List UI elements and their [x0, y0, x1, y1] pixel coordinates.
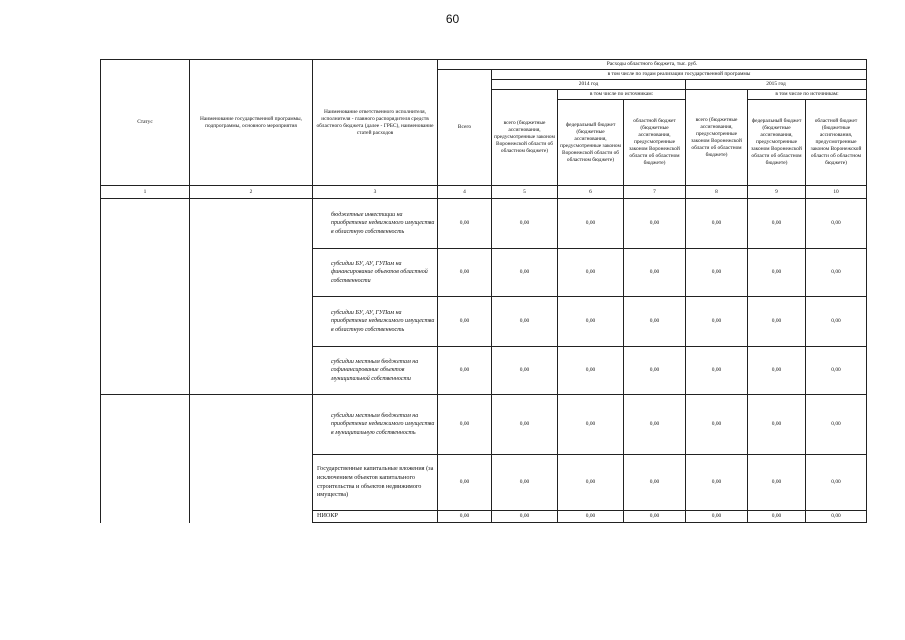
value-cell: 0,00 — [806, 347, 867, 395]
value-cell: 0,00 — [686, 511, 748, 523]
row-label: НИОКР — [313, 511, 438, 523]
status-cell — [101, 297, 190, 347]
header-reg-2015: областной бюджет (бюджетные ассигнования, предусмотренные законом Воронежской области об областном бюджете) — [806, 100, 867, 186]
column-numbers-row — [101, 186, 867, 199]
value-cell: 0,00 — [748, 511, 806, 523]
row-label: субсидии местным бюджетам на приобретение недвижимого имущества в муниципальную собственность — [313, 395, 438, 455]
value-cell: 0,00 — [492, 249, 558, 297]
header-sources-2015: в том числе по источникам: — [748, 90, 867, 100]
value-cell: 0,00 — [438, 347, 492, 395]
col-number: 10 — [806, 186, 867, 199]
program-cell — [190, 199, 313, 249]
value-cell: 0,00 — [806, 199, 867, 249]
col-number: 2 — [190, 186, 313, 199]
table-row — [101, 347, 867, 395]
value-cell: 0,00 — [558, 249, 624, 297]
value-cell: 0,00 — [624, 249, 686, 297]
header-year-2015: 2015 год — [686, 80, 867, 90]
page-number: 60 — [445, 12, 460, 26]
header-reg-2014: областной бюджет (бюджетные ассигнования, предусмотренные законом Воронежской области об областном бюджете) — [624, 100, 686, 186]
value-cell: 0,00 — [558, 455, 624, 511]
value-cell: 0,00 — [748, 297, 806, 347]
value-cell: 0,00 — [686, 347, 748, 395]
value-cell: 0,00 — [438, 297, 492, 347]
value-cell: 0,00 — [492, 455, 558, 511]
table-row — [101, 199, 867, 249]
table-row — [101, 455, 867, 511]
program-cell — [190, 297, 313, 347]
value-cell: 0,00 — [686, 395, 748, 455]
header-fed-2015: федеральный бюджет (бюджетные ассигнования, предусмотренные законом Воронежской области об областном бюджете) — [748, 100, 806, 186]
value-cell: 0,00 — [624, 395, 686, 455]
col-number: 4 — [438, 186, 492, 199]
header-sources-2014: в том числе по источникам: — [558, 90, 686, 100]
header-status: Статус — [101, 60, 190, 186]
program-cell — [190, 249, 313, 297]
value-cell: 0,00 — [558, 511, 624, 523]
header-total-2015: всего (бюджетные ассигнования, предусмотренные законом Воронежской области об областном бюджете) — [686, 90, 748, 186]
value-cell: 0,00 — [492, 395, 558, 455]
table-row — [101, 395, 867, 455]
header-budget-title: Расходы областного бюджета, тыс. руб. — [438, 60, 867, 70]
table-row — [101, 511, 867, 523]
program-cell — [190, 395, 313, 455]
program-cell — [190, 511, 313, 523]
header-year-2014: 2014 год — [492, 80, 686, 90]
program-cell — [190, 347, 313, 395]
row-label: субсидии БУ, АУ, ГУПам на финансирование объектов областной собственности — [313, 249, 438, 297]
table-row — [101, 297, 867, 347]
col-number: 7 — [624, 186, 686, 199]
value-cell: 0,00 — [686, 297, 748, 347]
col-number: 8 — [686, 186, 748, 199]
value-cell: 0,00 — [748, 455, 806, 511]
value-cell: 0,00 — [492, 347, 558, 395]
value-cell: 0,00 — [748, 395, 806, 455]
value-cell: 0,00 — [558, 395, 624, 455]
value-cell: 0,00 — [624, 511, 686, 523]
value-cell: 0,00 — [806, 297, 867, 347]
value-cell: 0,00 — [624, 455, 686, 511]
value-cell: 0,00 — [624, 347, 686, 395]
value-cell: 0,00 — [558, 297, 624, 347]
value-cell: 0,00 — [748, 199, 806, 249]
col-number: 6 — [558, 186, 624, 199]
row-label: субсидии БУ, АУ, ГУПам на приобретение недвижимого имущества в областную собственность — [313, 297, 438, 347]
value-cell: 0,00 — [686, 199, 748, 249]
row-label: субсидии местным бюджетам на софинансирование объектов муниципальной собственности — [313, 347, 438, 395]
status-cell — [101, 199, 190, 249]
header-by-years: в том числе по годам реализации государственной программы — [492, 70, 867, 80]
value-cell: 0,00 — [806, 395, 867, 455]
value-cell: 0,00 — [492, 511, 558, 523]
status-cell — [101, 395, 190, 455]
value-cell: 0,00 — [438, 199, 492, 249]
header-executor: Наименование ответственного исполнителя, исполнителя - главного распорядителя средств областного бюджета (далее - ГРБС), наименование статей расходов — [313, 60, 438, 186]
value-cell: 0,00 — [806, 455, 867, 511]
program-cell — [190, 455, 313, 511]
col-number: 1 — [101, 186, 190, 199]
value-cell: 0,00 — [492, 297, 558, 347]
value-cell: 0,00 — [438, 395, 492, 455]
col-number: 3 — [313, 186, 438, 199]
value-cell: 0,00 — [686, 455, 748, 511]
status-cell — [101, 455, 190, 511]
value-cell: 0,00 — [438, 511, 492, 523]
value-cell: 0,00 — [558, 347, 624, 395]
col-number: 5 — [492, 186, 558, 199]
value-cell: 0,00 — [438, 455, 492, 511]
header-program-name: Наименование государственной программы, подпрограммы, основного мероприятия — [190, 60, 313, 186]
header-fed-2014: федеральный бюджет (бюджетные ассигнования, предусмотренные законом Воронежской области об областном бюджете) — [558, 100, 624, 186]
value-cell: 0,00 — [806, 511, 867, 523]
value-cell: 0,00 — [806, 249, 867, 297]
header-total-2014: всего (бюджетные ассигнования, предусмотренные законом Воронежской области об областном бюджете) — [492, 90, 558, 186]
value-cell: 0,00 — [624, 297, 686, 347]
value-cell: 0,00 — [686, 249, 748, 297]
value-cell: 0,00 — [438, 249, 492, 297]
value-cell: 0,00 — [748, 249, 806, 297]
row-label: бюджетные инвестиции на приобретение недвижимого имущества в областную собственность — [313, 199, 438, 249]
header-total: Всего — [438, 70, 492, 186]
budget-table — [100, 59, 867, 523]
col-number: 9 — [748, 186, 806, 199]
value-cell: 0,00 — [624, 199, 686, 249]
status-cell — [101, 511, 190, 523]
status-cell — [101, 347, 190, 395]
status-cell — [101, 249, 190, 297]
table-row — [101, 249, 867, 297]
row-label: Государственные капитальные вложения (за исключением объектов капитального строительства и объектов недвижимого имущества) — [313, 455, 438, 511]
value-cell: 0,00 — [558, 199, 624, 249]
value-cell: 0,00 — [748, 347, 806, 395]
value-cell: 0,00 — [492, 199, 558, 249]
